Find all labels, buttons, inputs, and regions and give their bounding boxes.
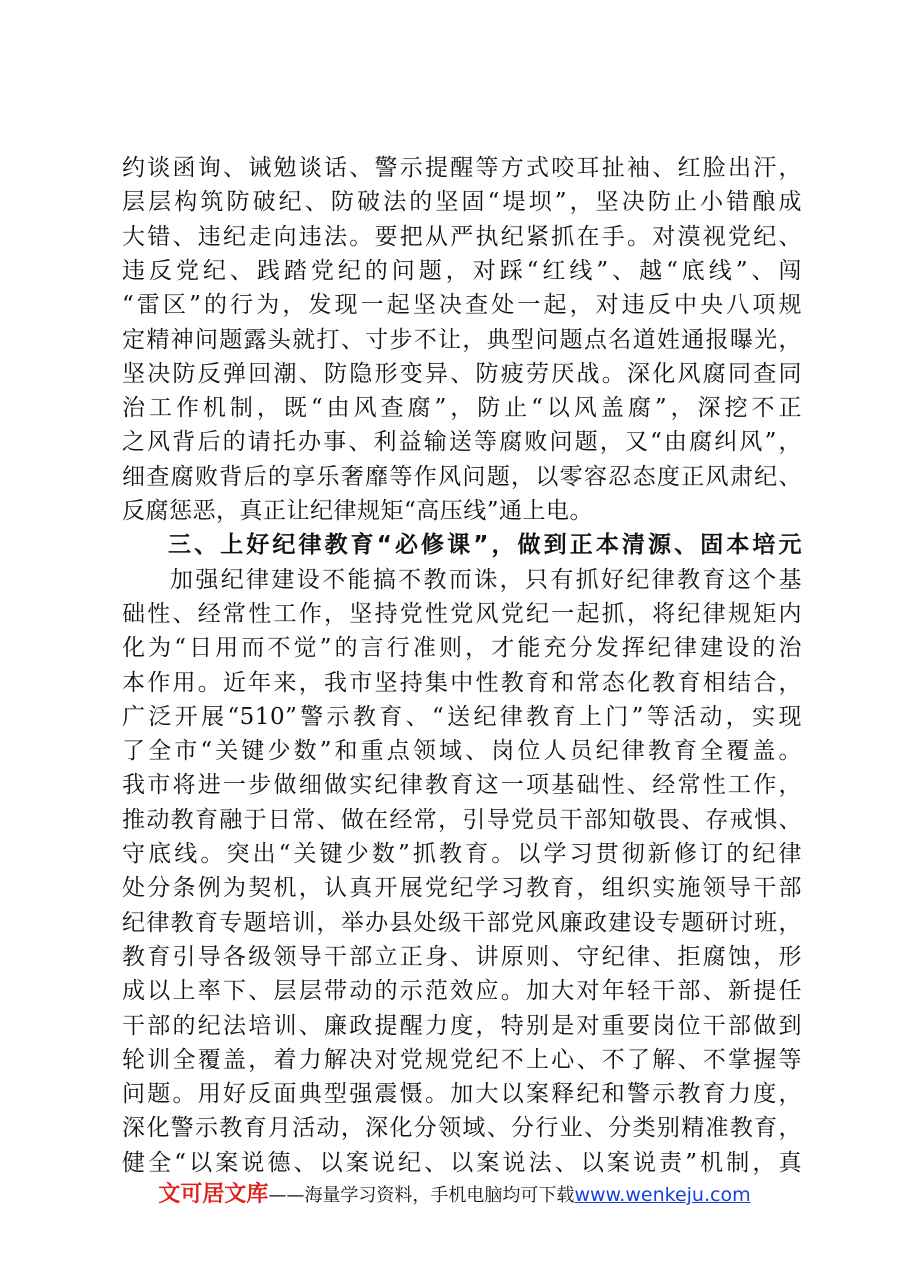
body-text-line: 深化警示教育月活动，深化分领域、分行业、分类别精准教育， [122, 1115, 802, 1142]
footer-banner [0, 1180, 909, 1211]
footer-brand: 文可居文库 [158, 1182, 269, 1207]
body-text-line: 健全“以案说德、以案说纪、以案说法、以案说责”机制，真 [122, 1149, 802, 1176]
body-text-line: 推动教育融于日常、做在经常，引导党员干部知敬畏、存戒惧、 [122, 806, 802, 833]
body-text-line: “雷区”的行为，发现一起坚决查处一起，对违反中央八项规 [122, 292, 802, 319]
body-text-line: 了全市“关键少数”和重点领域、岗位人员纪律教育全覆盖。 [122, 738, 802, 765]
footer-description: ——海量学习资料，手机电脑均可下载 [268, 1185, 575, 1206]
body-text-line: 约谈函询、诫勉谈话、警示提醒等方式咬耳扯袖、红脸出汗， [122, 155, 802, 181]
body-text-line: 之风背后的请托办事、利益输送等腐败问题，又“由腐纠风”， [122, 429, 802, 456]
body-text-line: 化为“日用而不觉”的言行准则，才能充分发挥纪律建设的治 [122, 635, 802, 662]
body-text-line: 纪律教育专题培训，举办县处级干部党风廉政建设专题研讨班， [122, 909, 802, 936]
body-text-line: 守底线。突出“关键少数”抓教育。以学习贯彻新修订的纪律 [122, 841, 802, 867]
body-text-line: 层层构筑防破纪、防破法的坚固“堤坝”，坚决防止小错酿成 [122, 189, 802, 216]
section-heading: 三、上好纪律教育“必修课”，做到正本清源、固本培元 [168, 532, 802, 559]
body-text-line: 治工作机制，既“由风查腐”，防止“以风盖腐”，深挖不正 [122, 395, 802, 422]
paragraph-first-line: 加强纪律建设不能搞不教而诛，只有抓好纪律教育这个基 [170, 566, 802, 593]
body-text-line: 反腐惩恶，真正让纪律规矩“高压线”通上电。 [122, 498, 594, 524]
body-text-line: 教育引导各级领导干部立正身、讲原则、守纪律、拒腐蚀，形 [122, 943, 802, 970]
body-text-line: 违反党纪、践踏党纪的问题，对踩“红线”、越“底线”、闯 [122, 257, 802, 284]
footer-link[interactable]: www.wenkeju.com [574, 1184, 751, 1206]
body-text-line: 我市将进一步做细做实纪律教育这一项基础性、经常性工作， [122, 772, 802, 799]
body-text-line: 问题。用好反面典型强震慑。加大以案释纪和警示教育力度， [122, 1081, 802, 1108]
body-text-line: 坚决防反弹回潮、防隐形变异、防疲劳厌战。深化风腐同查同 [122, 360, 802, 387]
body-text-line: 干部的纪法培训、廉政提醒力度，特别是对重要岗位干部做到 [122, 1012, 802, 1039]
body-text-line: 处分条例为契机，认真开展党纪学习教育，组织实施领导干部 [122, 875, 802, 902]
body-text-line: 细查腐败背后的享乐奢靡等作风问题，以零容忍态度正风肃纪、 [122, 463, 802, 490]
body-text-line: 广泛开展“510”警示教育、“送纪律教育上门”等活动，实现 [122, 703, 802, 730]
body-text-line: 定精神问题露头就打、寸步不让，典型问题点名道姓通报曝光， [122, 326, 802, 353]
body-text-line: 本作用。近年来，我市坚持集中性教育和常态化教育相结合， [122, 669, 802, 696]
body-text-line: 大错、违纪走向违法。要把从严执纪紧抓在手。对漠视党纪、 [122, 223, 802, 250]
body-text-line: 础性、经常性工作，坚持党性党风党纪一起抓，将纪律规矩内 [122, 600, 802, 627]
body-text-line: 成以上率下、层层带动的示范效应。加大对年轻干部、新提任 [122, 978, 802, 1005]
body-text-line: 轮训全覆盖，着力解决对党规党纪不上心、不了解、不掌握等 [122, 1046, 802, 1073]
